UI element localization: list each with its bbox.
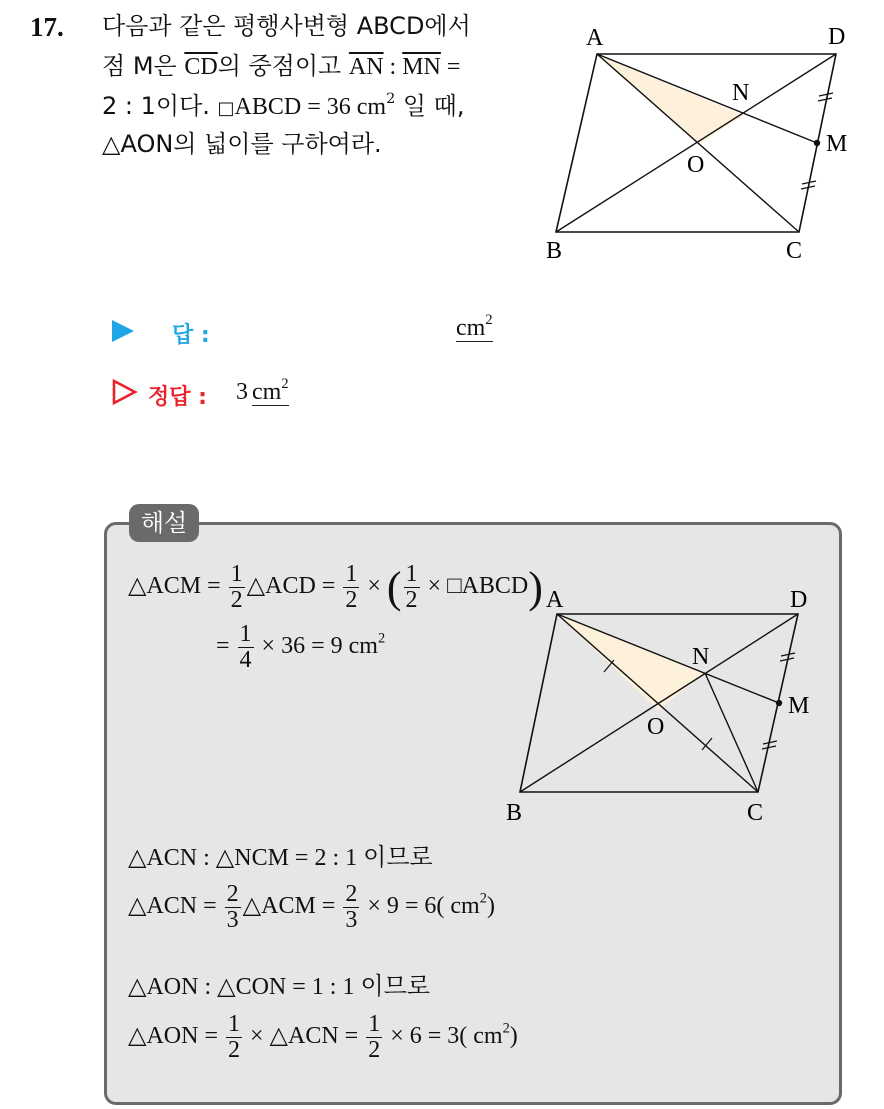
solution-eq-5: △AON : △CON = 1 : 1 이므로	[128, 974, 431, 1000]
solution-diagonal-bd	[520, 614, 798, 792]
correct-arrow-icon	[112, 379, 138, 405]
label-o: O	[687, 152, 705, 178]
correct-answer-value: 3 $cm^2$	[236, 376, 289, 405]
diagonal-bd	[556, 54, 836, 232]
label-m: M	[826, 131, 848, 157]
question-number: 17.	[30, 12, 64, 42]
label-d: D	[828, 24, 846, 50]
solution-label-a: A	[546, 587, 564, 613]
point-m	[814, 140, 820, 146]
solution-eq-4: △ACN = $\frac{2}{3}$ △ACM = $\frac{2}{3}$ × 9 = 6( $cm^2$)	[128, 881, 495, 934]
solution-shaded-triangle	[557, 614, 705, 710]
solution-label-c: C	[747, 800, 764, 826]
label-n: N	[732, 80, 750, 106]
label-b: B	[546, 238, 563, 264]
solution-point-m	[776, 700, 782, 706]
answer-label: 답 :	[172, 323, 210, 348]
question-line-2: 점 M은 $\overline{CD}$의 중점이고 $\overline{AN}$ : $\overline{MN}$ =	[102, 52, 461, 80]
answer-unit: $cm^2$	[456, 312, 493, 341]
solution-eq-3: △ACN : △NCM = 2 : 1 이므로	[128, 845, 433, 871]
diagonal-ac	[597, 54, 799, 232]
answer-arrow-icon	[112, 320, 134, 342]
solution-eq-1: △ACM = $\frac{1}{2}$ △ACD = $\frac{1}{2}$ × ( $\frac{1}{2}$ × □ABCD)	[128, 561, 543, 614]
label-c: C	[786, 238, 803, 264]
solution-eq-6: △AON = $\frac{1}{2}$ × △ACN = $\frac{1}{2}$ × 6 = 3( $cm^2$)	[128, 1011, 518, 1064]
label-a: A	[586, 25, 604, 51]
question-line-3: 2 : 1이다. □ABCD = 36 $cm^2$ 일 때,	[102, 91, 465, 120]
parallelogram-figure	[540, 20, 860, 270]
solution-figure	[500, 580, 830, 830]
correct-answer-label: 정답 :	[148, 385, 207, 410]
solution-label-b: B	[506, 800, 523, 826]
question-line-4: △AON의 넓이를 구하여라.	[102, 130, 382, 158]
question-line-1: 다음과 같은 평행사변형 ABCD에서	[102, 12, 471, 40]
solution-diagonal-ac	[557, 614, 758, 792]
shaded-triangle-aon	[597, 54, 743, 144]
solution-label-o: O	[647, 714, 665, 740]
solution-label-m: M	[788, 693, 810, 719]
solution-label-n: N	[692, 644, 710, 670]
solution-label-d: D	[790, 587, 808, 613]
solution-eq-2: = $\frac{1}{4}$ × 36 = 9 $cm^2$	[216, 621, 386, 674]
solution-tab: 해설	[129, 504, 199, 542]
